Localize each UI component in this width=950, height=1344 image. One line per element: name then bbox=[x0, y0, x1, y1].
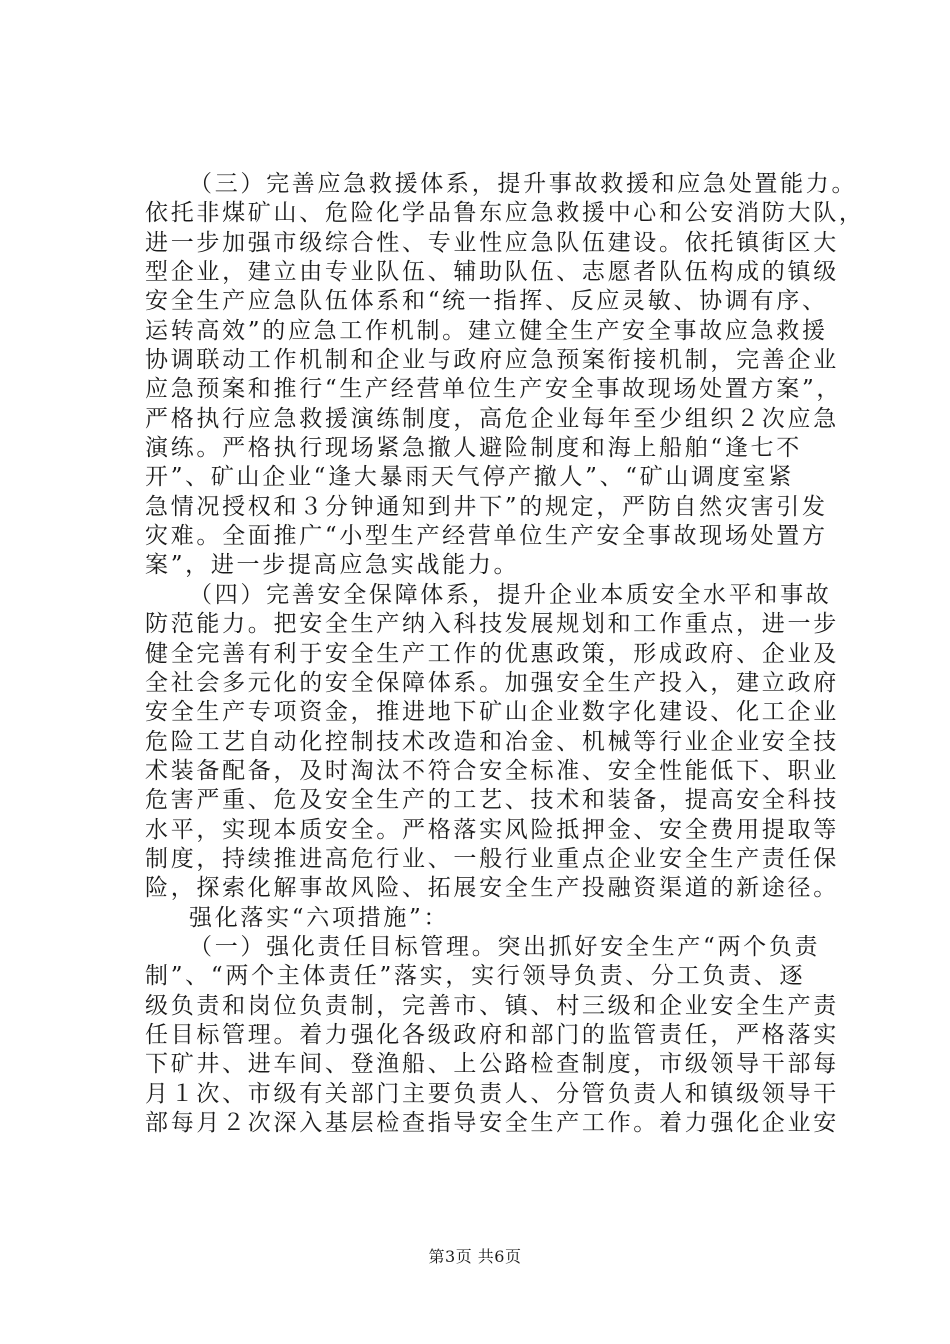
text-line: （三）完善应急救援体系，提升事故救援和应急处置能力。 bbox=[189, 171, 858, 197]
text-line: 严格执行应急救援演练制度，高危企业每年至少组织２次应急 bbox=[145, 405, 839, 432]
text-line: 安全生产专项资金，推进地下矿山企业数字化建设、化工企业 bbox=[145, 699, 839, 726]
text-line: （四）完善安全保障体系，提升企业本质安全水平和事故 bbox=[189, 581, 832, 608]
text-line: 案”，进一步提高应急实战能力。 bbox=[145, 552, 520, 579]
text-line: 运转高效”的应急工作机制。建立健全生产安全事故应急救援 bbox=[145, 317, 828, 344]
text-line: 级负责和岗位负责制，完善市、镇、村三级和企业安全生产责 bbox=[145, 992, 839, 1019]
text-line: 危险工艺自动化控制技术改造和冶金、机械等行业企业安全技 bbox=[145, 728, 839, 755]
text-line: 开”、矿山企业“逢大暴雨天气停产撤人”、“矿山调度室紧 bbox=[145, 464, 794, 491]
text-line: 协调联动工作机制和企业与政府应急预案衔接机制，完善企业 bbox=[145, 347, 839, 374]
text-line: 强化落实“六项措施”： bbox=[189, 904, 450, 931]
text-line: 进一步加强市级综合性、专业性应急队伍建设。依托镇街区大 bbox=[145, 229, 839, 256]
text-line: 月１次、市级有关部门主要负责人、分管负责人和镇级领导干 bbox=[145, 1080, 839, 1107]
text-line: 应急预案和推行“生产经营单位生产安全事故现场处置方案”， bbox=[145, 376, 843, 403]
text-line: 急情况授权和３分钟通知到井下”的规定，严防自然灾害引发 bbox=[145, 493, 828, 520]
text-line: 演练。严格执行现场紧急撤人避险制度和海上船舶“逢七不 bbox=[145, 435, 802, 462]
text-line: 制度，持续推进高危行业、一般行业重点企业安全生产责任保 bbox=[145, 845, 839, 872]
text-line: 型企业，建立由专业队伍、辅助队伍、志愿者队伍构成的镇级 bbox=[145, 259, 839, 286]
page-footer: 第3页 共6页 bbox=[428, 1247, 522, 1266]
text-line: 全社会多元化的安全保障体系。加强安全生产投入，建立政府 bbox=[145, 669, 839, 696]
text-line: 危害严重、危及安全生产的工艺、技术和装备，提高安全科技 bbox=[145, 787, 839, 814]
text-line: 健全完善有利于安全生产工作的优惠政策，形成政府、企业及 bbox=[145, 640, 839, 667]
text-line: 术装备配备，及时淘汰不符合安全标准、安全性能低下、职业 bbox=[145, 757, 839, 784]
document-body bbox=[145, 170, 865, 1138]
text-line: 部每月２次深入基层检查指导安全生产工作。着力强化企业安 bbox=[145, 1110, 839, 1136]
text-line: 险，探索化解事故风险、拓展安全生产投融资渠道的新途径。 bbox=[145, 875, 839, 902]
text-line: 下矿井、进车间、登渔船、上公路检查制度，市级领导干部每 bbox=[145, 1051, 839, 1078]
text-line: 防范能力。把安全生产纳入科技发展规划和工作重点，进一步 bbox=[145, 611, 839, 638]
text-line: 任目标管理。着力强化各级政府和部门的监管责任，严格落实 bbox=[145, 1021, 839, 1048]
text-line: 制”、“两个主体责任”落实，实行领导负责、分工负责、逐 bbox=[145, 963, 806, 990]
text-line: 水平，实现本质安全。严格落实风险抵押金、安全费用提取等 bbox=[145, 816, 839, 843]
text-line: 安全生产应急队伍体系和“统一指挥、反应灵敏、协调有序、 bbox=[145, 288, 828, 315]
text-line: （一）强化责任目标管理。突出抓好安全生产“两个负责 bbox=[189, 933, 821, 960]
text-line: 灾难。全面推广“小型生产经营单位生产安全事故现场处置方 bbox=[145, 523, 828, 550]
text-line: 依托非煤矿山、危险化学品鲁东应急救援中心和公安消防大队， bbox=[145, 200, 865, 227]
